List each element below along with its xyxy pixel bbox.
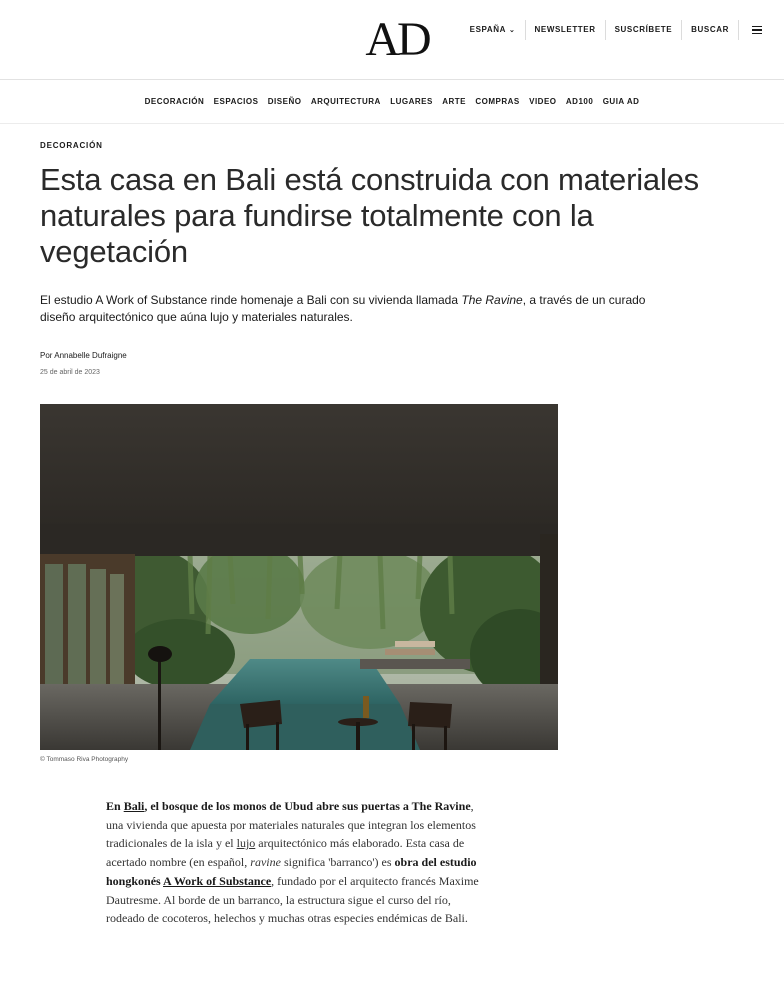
dek-text-end: , a través de un curado diseño arquitectónico que aúna lujo y materiales naturales. <box>40 293 646 324</box>
nav-item-guia-ad[interactable]: GUIA AD <box>602 97 640 106</box>
article-body-paragraph <box>106 797 486 928</box>
nav-item-ad100[interactable]: AD100 <box>565 97 594 106</box>
main-navigation <box>0 80 784 124</box>
link-lujo[interactable]: lujo <box>236 836 256 851</box>
link-bali[interactable]: Bali <box>123 799 145 813</box>
body-text-3: significa 'barranco') es <box>280 855 395 870</box>
image-credit: © Tommaso Riva Photography <box>40 756 129 763</box>
nav-item-arquitectura[interactable]: ARQUITECTURA <box>310 97 381 106</box>
body-text-1: , una vivienda que apuesta por materiales naturales que integran los elementos tradicionales de la isla y el <box>106 799 476 851</box>
body-bold-2: , el bosque de los monos de Ubud abre sus puertas a The Ravine <box>144 799 471 813</box>
chevron-down-icon: ⌄ <box>509 27 516 34</box>
nav-item-compras[interactable]: COMPRAS <box>475 97 520 106</box>
body-bold-1: En <box>106 799 124 813</box>
subscribe-link[interactable]: SUSCRÍBETE <box>605 20 682 40</box>
utility-nav <box>461 20 764 40</box>
dek-emphasis: The Ravine <box>461 293 523 307</box>
body-bold-3: obra del estudio hongkonés <box>106 855 477 888</box>
nav-item-decoracion[interactable]: DECORACIÓN <box>144 97 205 106</box>
nav-item-lugares[interactable]: LUGARES <box>390 97 433 106</box>
search-button[interactable]: BUSCAR <box>681 20 738 40</box>
nav-item-video[interactable]: VIDEO <box>529 97 557 106</box>
nav-item-espacios[interactable]: ESPACIOS <box>213 97 259 106</box>
article-headline: Esta casa en Bali está construida con materiales naturales para fundirse totalmente con la vegetación <box>40 162 699 269</box>
nav-item-diseno[interactable]: DISEÑO <box>267 97 302 106</box>
menu-icon[interactable] <box>738 20 764 40</box>
hero-image <box>40 404 558 750</box>
link-a-work-of-substance[interactable]: A Work of Substance <box>163 873 272 888</box>
dek-text-start: El estudio A Work of Substance rinde homenaje a Bali con su vivienda llamada <box>40 293 462 307</box>
article-byline[interactable]: Por Annabelle Dufraigne <box>40 351 127 360</box>
region-label: ESPAÑA <box>469 25 507 34</box>
article-category-link[interactable]: DECORACIÓN <box>40 141 103 150</box>
ad-logo[interactable]: AD <box>365 13 429 66</box>
body-text-2: arquitectónico más elaborado. Esta casa de acertado nombre (en español, <box>106 836 465 870</box>
site-header <box>0 0 784 80</box>
region-selector[interactable] <box>461 20 525 40</box>
article-date: 25 de abril de 2023 <box>40 369 100 376</box>
body-italic-ravine: ravine <box>250 855 281 870</box>
body-text-4: , fundado por el arquitecto francés Maxime Dautresme. Al borde de un barranco, la estructura sigue el curso del río, rodeado de cocoteros, helechos y muchas otras especies endémicas de Bali. <box>106 873 479 926</box>
newsletter-link[interactable]: NEWSLETTER <box>525 20 605 40</box>
nav-item-arte[interactable]: ARTE <box>442 97 466 106</box>
article-dek <box>40 292 680 326</box>
